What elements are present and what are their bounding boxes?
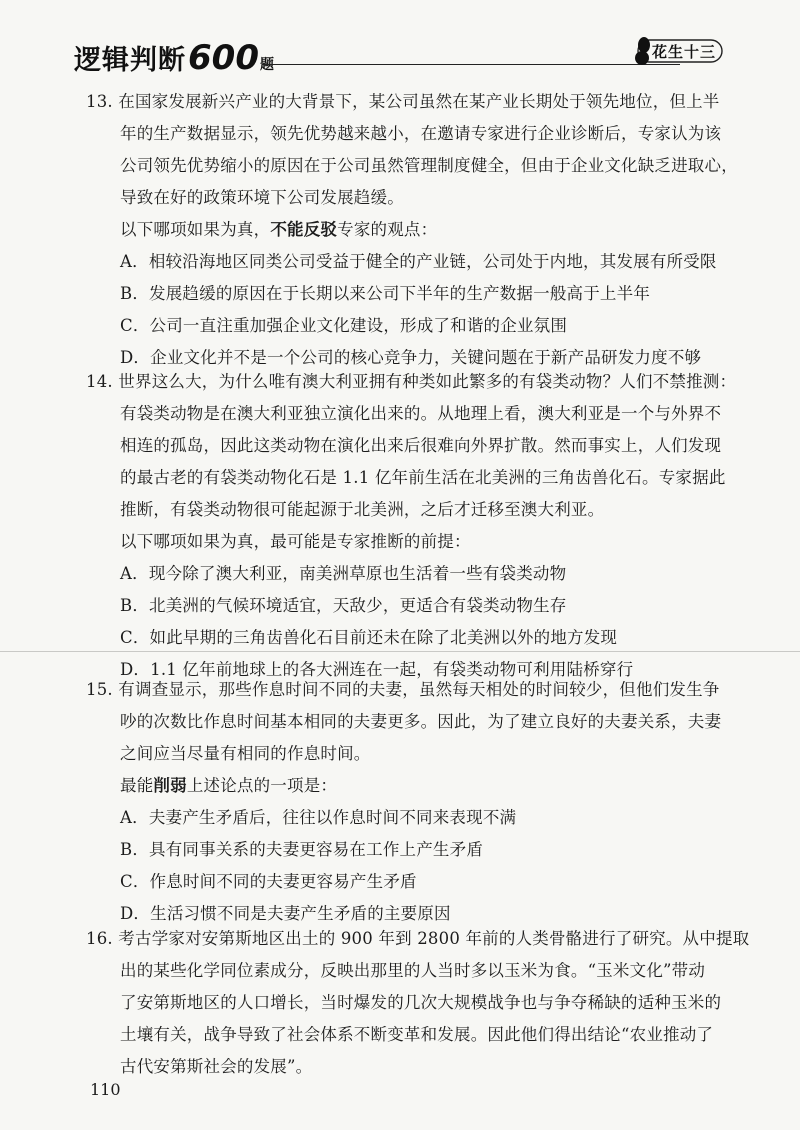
book-title-text: 逻辑判断 bbox=[74, 45, 186, 76]
question-13 bbox=[86, 86, 738, 374]
question-stem-line: 土壤有关，战争导致了社会体系不断变革和发展。因此他们得出结论“农业推动了 bbox=[120, 1025, 714, 1044]
prompt-emphasis: 不能反驳 bbox=[270, 220, 338, 239]
question-stem-line: 吵的次数比作息时间基本相同的夫妻更多。因此，为了建立良好的夫妻关系，夫妻 bbox=[120, 712, 722, 731]
question-stem-line: 推断，有袋类动物很可能起源于北美洲，之后才迁移至澳大利亚。 bbox=[120, 500, 605, 519]
question-stem-line: 公司领先优势缩小的原因在于公司虽然管理制度健全，但由于企业文化缺乏进取心， bbox=[120, 156, 738, 175]
question-stem-line: 古代安第斯社会的发展”。 bbox=[120, 1057, 313, 1076]
option-d: D．企业文化并不是一个公司的核心竞争力，关键问题在于新产品研发力度不够 bbox=[120, 348, 702, 367]
question-16 bbox=[86, 923, 750, 1083]
scan-fold-line bbox=[0, 651, 800, 652]
question-stem-line: 年的生产数据显示，领先优势越来越小，在邀请专家进行企业诊断后，专家认为该 bbox=[120, 124, 722, 143]
option-a: A．相较沿海地区同类公司受益于健全的产业链，公司处于内地，其发展有所受限 bbox=[120, 252, 717, 271]
question-stem-line: 出的某些化学同位素成分，反映出那里的人当时多以玉米为食。“玉米文化”带动 bbox=[120, 961, 706, 980]
question-stem-line: 13. 在国家发展新兴产业的大背景下，某公司虽然在某产业长期处于领先地位，但上半 bbox=[86, 92, 720, 111]
option-d: D．1.1 亿年前地球上的各大洲连在一起，有袋类动物可利用陆桥穿行 bbox=[120, 660, 634, 679]
question-stem-line: 相连的孤岛，因此这类动物在演化出来后很难向外界扩散。然而事实上，人们发现 bbox=[120, 436, 722, 455]
header-rule bbox=[262, 64, 680, 65]
question-prompt: 最能削弱上述论点的一项是： bbox=[120, 776, 338, 795]
question-prompt: 以下哪项如果为真，最可能是专家推断的前提： bbox=[120, 532, 471, 551]
question-prompt: 以下哪项如果为真，不能反驳专家的观点： bbox=[120, 220, 438, 239]
question-stem-line: 有袋类动物是在澳大利亚独立演化出来的。从地理上看，澳大利亚是一个与外界不 bbox=[120, 404, 722, 423]
question-stem-line: 之间应当尽量有相同的作息时间。 bbox=[120, 744, 371, 763]
option-c: C．公司一直注重加强企业文化建设，形成了和谐的企业氛围 bbox=[120, 316, 568, 335]
option-b: B．发展趋缓的原因在于长期以来公司下半年的生产数据一般高于上半年 bbox=[120, 284, 651, 303]
page-number: 110 bbox=[90, 1080, 121, 1099]
option-b: B．北美洲的气候环境适宜，天敌少，更适合有袋类动物生存 bbox=[120, 596, 567, 615]
question-number: 15. bbox=[86, 680, 113, 699]
book-title-number: 600 bbox=[188, 38, 259, 78]
option-d: D．生活习惯不同是夫妻产生矛盾的主要原因 bbox=[120, 904, 451, 923]
question-stem-line: 了安第斯地区的人口增长，当时爆发的几次大规模战争也与争夺稀缺的适种玉米的 bbox=[120, 993, 722, 1012]
question-number: 14. bbox=[86, 372, 113, 391]
book-title bbox=[74, 38, 275, 78]
brand-badge bbox=[632, 36, 724, 66]
option-c: C．作息时间不同的夫妻更容易产生矛盾 bbox=[120, 872, 417, 891]
book-title-suffix: 题 bbox=[259, 57, 275, 73]
page-header bbox=[74, 34, 724, 78]
question-14 bbox=[86, 366, 737, 686]
option-b: B．具有同事关系的夫妻更容易在工作上产生矛盾 bbox=[120, 840, 484, 859]
question-number: 16. bbox=[86, 929, 113, 948]
question-stem-line: 16. 考古学家对安第斯地区出土的 900 年到 2800 年前的人类骨骼进行了研究。从中提取 bbox=[86, 929, 750, 948]
question-15 bbox=[86, 674, 726, 930]
option-c: C．如此早期的三角齿兽化石目前还未在除了北美洲以外的地方发现 bbox=[120, 628, 618, 647]
question-stem-line: 的最古老的有袋类动物化石是 1.1 亿年前生活在北美洲的三角齿兽化石。专家据此 bbox=[120, 468, 726, 487]
question-stem-line: 14. 世界这么大，为什么唯有澳大利亚拥有种类如此繁多的有袋类动物？人们不禁推测： bbox=[86, 372, 737, 391]
question-stem-line: 导致在好的政策环境下公司发展趋缓。 bbox=[120, 188, 404, 207]
prompt-emphasis: 削弱 bbox=[153, 776, 187, 795]
option-a: A．夫妻产生矛盾后，往往以作息时间不同来表现不满 bbox=[120, 808, 517, 827]
brand-text: 花生十三 bbox=[652, 43, 717, 61]
option-a: A．现今除了澳大利亚，南美洲草原也生活着一些有袋类动物 bbox=[120, 564, 567, 583]
question-stem-line: 15. 有调查显示，那些作息时间不同的夫妻，虽然每天相处的时间较少，但他们发生争 bbox=[86, 680, 720, 699]
question-number: 13. bbox=[86, 92, 113, 111]
